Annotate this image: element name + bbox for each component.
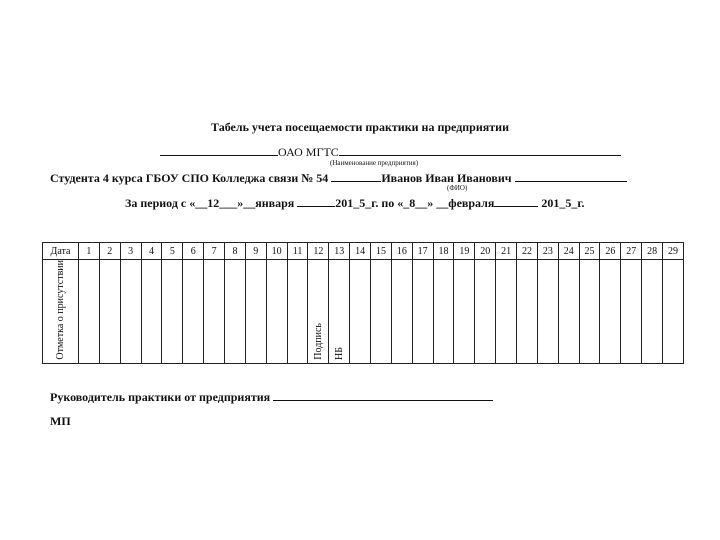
day-cell-13 — [329, 260, 350, 364]
student-name: Иванов Иван Иванович — [381, 171, 512, 185]
day-header-17: 17 — [412, 243, 433, 260]
day-cell-3 — [120, 260, 141, 364]
day-header-26: 26 — [600, 243, 621, 260]
day-header-15: 15 — [371, 243, 392, 260]
day-cell-19 — [454, 260, 475, 364]
day-header-7: 7 — [204, 243, 225, 260]
day-cell-22 — [517, 260, 538, 364]
date-label: Дата — [50, 245, 71, 257]
student-blank-2 — [515, 170, 627, 182]
signature-label: Подпись — [312, 322, 324, 360]
day-header-6: 6 — [183, 243, 204, 260]
supervisor-label: Руководитель практики от предприятия — [50, 390, 271, 404]
period-middle: 201_5_г. по «_8__» __февраля — [335, 196, 495, 210]
attendance-label-cell — [43, 260, 79, 364]
attendance-row — [43, 260, 684, 364]
day-cell-9 — [245, 260, 266, 364]
day-header-14: 14 — [350, 243, 371, 260]
organization-name: ОАО МГТС — [278, 145, 339, 159]
day-cell-27 — [621, 260, 642, 364]
day-cell-8 — [225, 260, 246, 364]
day-header-25: 25 — [579, 243, 600, 260]
student-line — [50, 170, 627, 186]
day-header-16: 16 — [391, 243, 412, 260]
day-header-19: 19 — [454, 243, 475, 260]
day-cell-7 — [204, 260, 225, 364]
day-header-20: 20 — [475, 243, 496, 260]
organization-line — [160, 144, 621, 160]
day-header-23: 23 — [537, 243, 558, 260]
day-header-1: 1 — [79, 243, 100, 260]
day-cell-24 — [558, 260, 579, 364]
day-header-12: 12 — [308, 243, 329, 260]
day-cell-1 — [79, 260, 100, 364]
absence-mark: НБ — [333, 346, 345, 360]
day-cell-25 — [579, 260, 600, 364]
day-cell-29 — [663, 260, 684, 364]
days-header-row — [43, 243, 684, 260]
day-header-2: 2 — [99, 243, 120, 260]
period-blank-1 — [297, 195, 335, 207]
day-header-22: 22 — [517, 243, 538, 260]
day-cell-23 — [537, 260, 558, 364]
day-header-29: 29 — [663, 243, 684, 260]
fio-caption: (ФИО) — [447, 184, 468, 192]
day-cell-12 — [308, 260, 329, 364]
organization-caption: (Наименование предприятия) — [330, 159, 419, 167]
day-cell-16 — [391, 260, 412, 364]
period-blank-2 — [494, 195, 538, 207]
day-cell-6 — [183, 260, 204, 364]
attendance-label: Отметка о присутствии — [55, 260, 66, 360]
period-line — [125, 195, 585, 211]
day-header-3: 3 — [120, 243, 141, 260]
day-header-13: 13 — [329, 243, 350, 260]
day-cell-11 — [287, 260, 308, 364]
day-header-24: 24 — [558, 243, 579, 260]
day-header-9: 9 — [245, 243, 266, 260]
day-cell-20 — [475, 260, 496, 364]
day-header-10: 10 — [266, 243, 287, 260]
attendance-table — [42, 242, 684, 364]
org-blank-left — [160, 144, 278, 156]
day-cell-18 — [433, 260, 454, 364]
day-header-5: 5 — [162, 243, 183, 260]
day-cell-2 — [99, 260, 120, 364]
supervisor-signature-blank — [273, 389, 493, 401]
day-cell-28 — [642, 260, 663, 364]
org-blank-right — [339, 144, 621, 156]
day-header-28: 28 — [642, 243, 663, 260]
day-cell-21 — [496, 260, 517, 364]
day-cell-15 — [371, 260, 392, 364]
student-blank-1 — [331, 170, 381, 182]
day-cell-5 — [162, 260, 183, 364]
student-prefix: Студента 4 курса ГБОУ СПО Колледжа связи № 54 — [50, 171, 329, 185]
day-cell-14 — [350, 260, 371, 364]
day-cell-10 — [266, 260, 287, 364]
day-header-4: 4 — [141, 243, 162, 260]
day-cell-4 — [141, 260, 162, 364]
date-label-cell — [43, 243, 79, 260]
day-header-21: 21 — [496, 243, 517, 260]
document-title: Табель учета посещаемости практики на предприятии — [210, 120, 509, 134]
day-header-27: 27 — [621, 243, 642, 260]
supervisor-line — [50, 389, 493, 405]
stamp-place-label: МП — [50, 414, 71, 428]
period-end: 201_5_г. — [541, 196, 585, 210]
day-header-11: 11 — [287, 243, 308, 260]
day-header-18: 18 — [433, 243, 454, 260]
period-start: За период с «__12___»__января — [125, 196, 295, 210]
day-cell-26 — [600, 260, 621, 364]
day-cell-17 — [412, 260, 433, 364]
day-header-8: 8 — [225, 243, 246, 260]
